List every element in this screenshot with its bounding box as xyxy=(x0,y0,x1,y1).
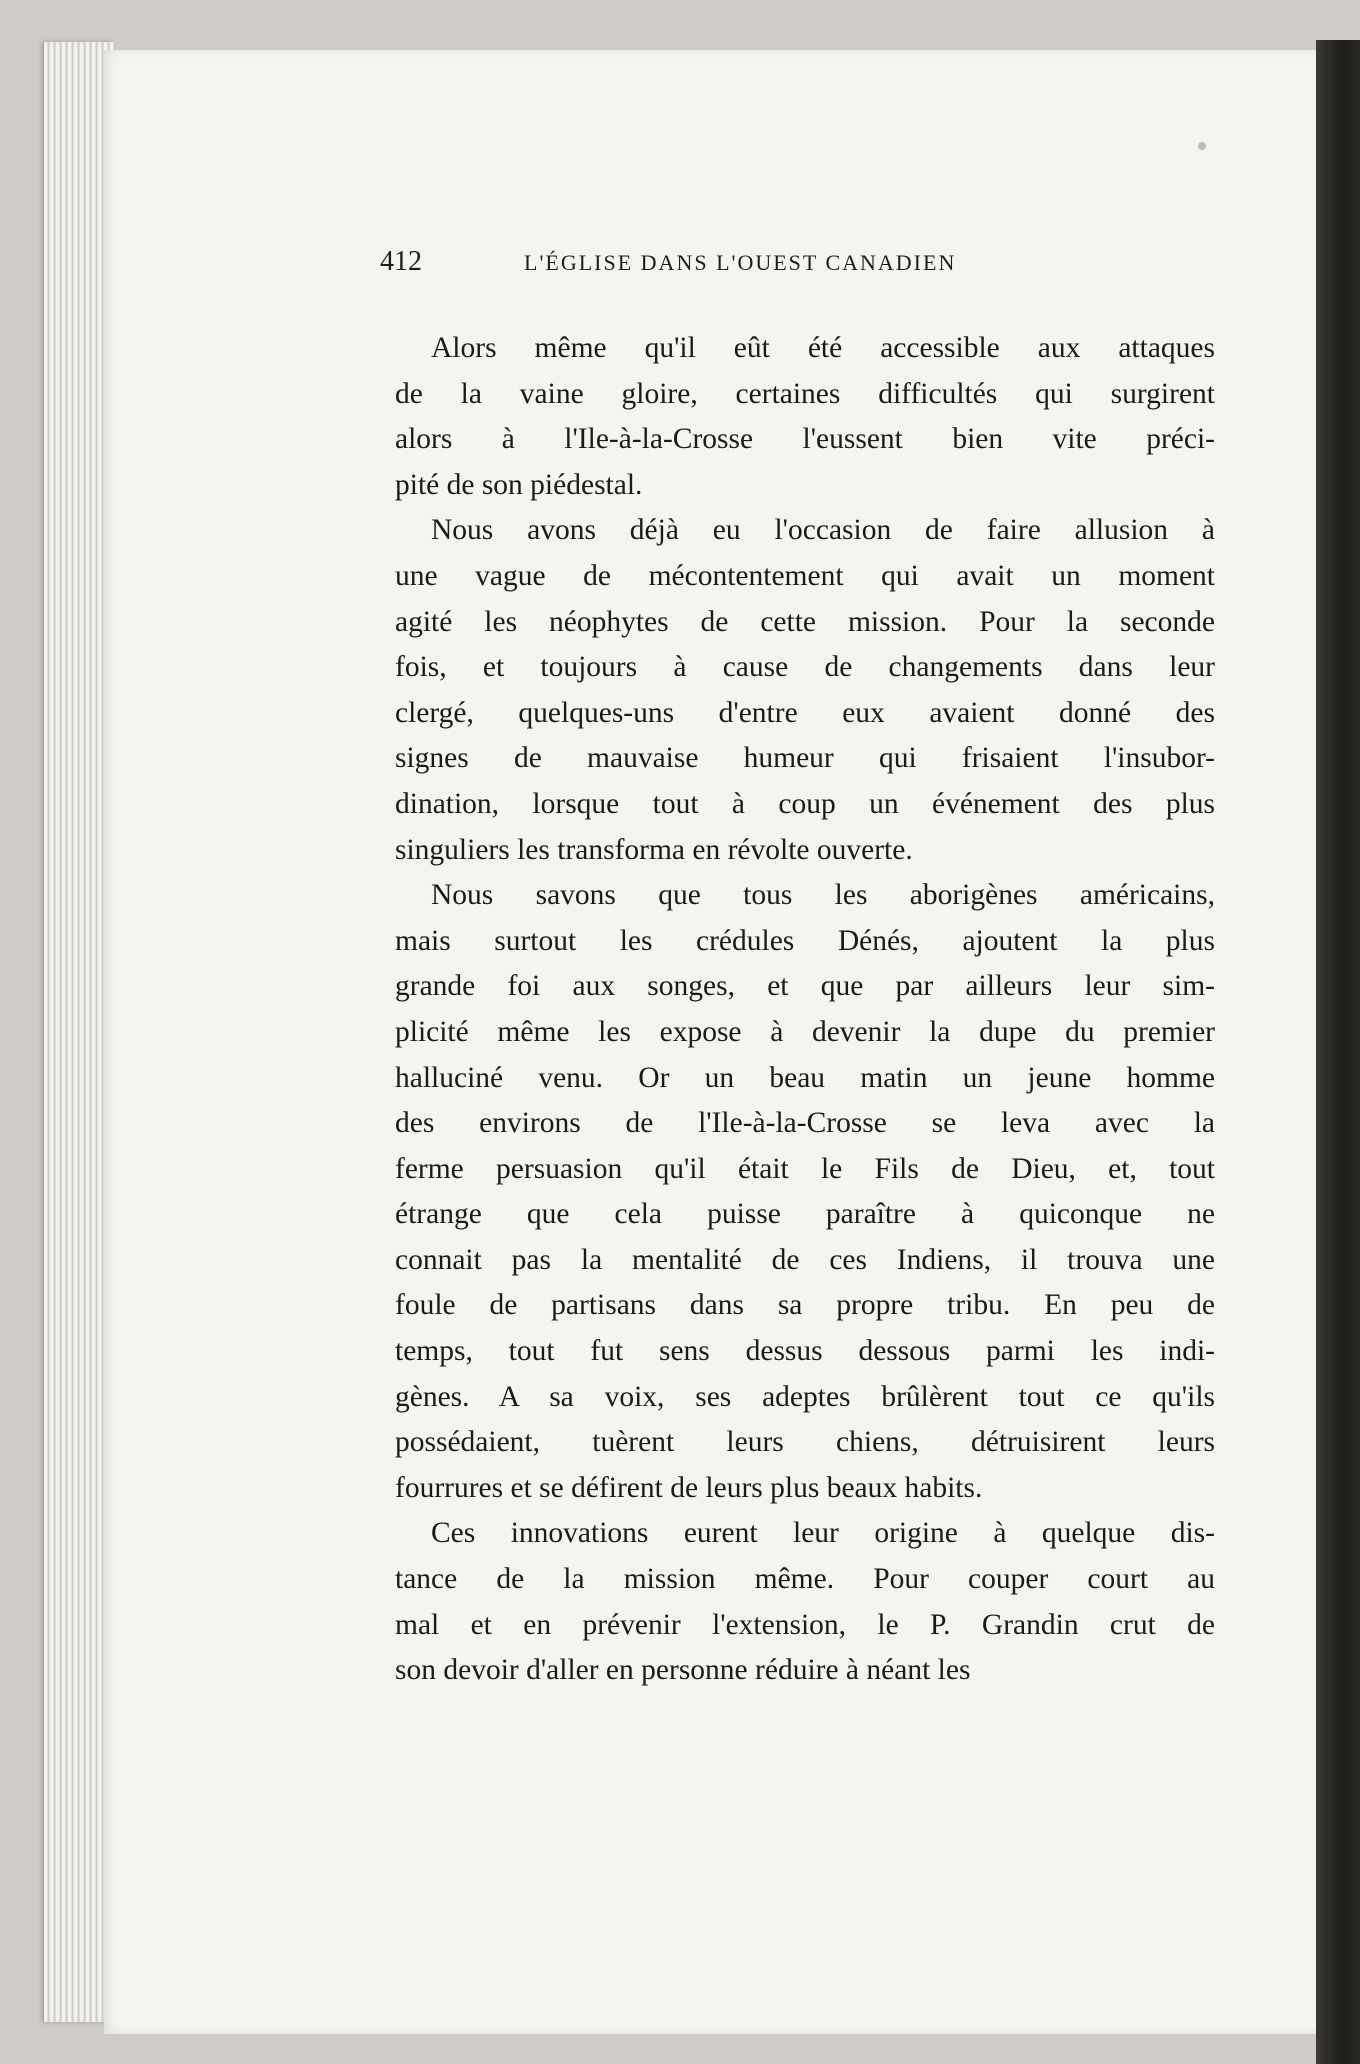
paragraph xyxy=(395,508,1215,873)
text-line: de la vaine gloire, certaines difficultés qui surgirent xyxy=(395,377,1215,410)
text-line: agité les néophytes de cette mission. Pour la seconde xyxy=(395,605,1215,638)
page-number: 412 xyxy=(380,246,422,277)
text-line: une vague de mécontentement qui avait un moment xyxy=(395,559,1215,592)
text-line: clergé, quelques-uns d'entre eux avaient donné des xyxy=(395,696,1215,729)
text-line: ferme persuasion qu'il était le Fils de Dieu, et, tout xyxy=(395,1152,1215,1185)
text-line: Nous avons déjà eu l'occasion de faire allusion à xyxy=(431,514,1215,547)
text-line: tance de la mission même. Pour couper court au xyxy=(395,1563,1215,1596)
text-line: halluciné venu. Or un beau matin un jeune homme xyxy=(395,1061,1215,1094)
text-line: dination, lorsque tout à coup un événement des plus xyxy=(395,787,1215,820)
text-line: fois, et toujours à cause de changements dans leur xyxy=(395,651,1215,684)
body-text xyxy=(395,326,1215,1694)
text-line: temps, tout fut sens dessus dessous parmi les indi- xyxy=(395,1335,1215,1368)
text-line: possédaient, tuèrent leurs chiens, détruisirent leurs xyxy=(395,1426,1215,1459)
text-line: gènes. A sa voix, ses adeptes brûlèrent tout ce qu'ils xyxy=(395,1380,1215,1413)
text-line: étrange que cela puisse paraître à quiconque ne xyxy=(395,1198,1215,1231)
text-line: connait pas la mentalité de ces Indiens, il trouva une xyxy=(395,1243,1215,1276)
right-gutter-shadow xyxy=(1316,40,1360,2064)
text-line: foule de partisans dans sa propre tribu. En peu de xyxy=(395,1289,1215,1322)
text-line: signes de mauvaise humeur qui frisaient l'insubor- xyxy=(395,742,1215,775)
scan-speck xyxy=(1198,142,1206,150)
text-line: alors à l'Ile-à-la-Crosse l'eussent bien vite préci- xyxy=(395,423,1215,456)
text-line: mal et en prévenir l'extension, le P. Grandin crut de xyxy=(395,1608,1215,1641)
paragraph xyxy=(395,326,1215,508)
text-line: Nous savons que tous les aborigènes américains, xyxy=(431,879,1215,912)
text-line: grande foi aux songes, et que par ailleurs leur sim- xyxy=(395,970,1215,1003)
paragraph xyxy=(395,1511,1215,1693)
text-line: des environs de l'Ile-à-la-Crosse se leva avec la xyxy=(395,1107,1215,1140)
text-line: fourrures et se défirent de leurs plus beaux habits. xyxy=(395,1471,983,1504)
text-line: plicité même les expose à devenir la dupe du premier xyxy=(395,1015,1215,1048)
text-line: Ces innovations eurent leur origine à quelque dis- xyxy=(431,1517,1215,1550)
text-line: Alors même qu'il eût été accessible aux attaques xyxy=(431,332,1215,364)
text-line: singuliers les transforma en révolte ouverte. xyxy=(395,833,913,866)
text-line: son devoir d'aller en personne réduire à néant les xyxy=(395,1654,971,1687)
text-line: pité de son piédestal. xyxy=(395,468,643,501)
page-header xyxy=(380,246,1210,286)
paragraph xyxy=(395,873,1215,1511)
text-line: mais surtout les crédules Dénés, ajoutent la plus xyxy=(395,924,1215,957)
running-title: L'ÉGLISE DANS L'OUEST CANADIEN xyxy=(524,250,957,275)
